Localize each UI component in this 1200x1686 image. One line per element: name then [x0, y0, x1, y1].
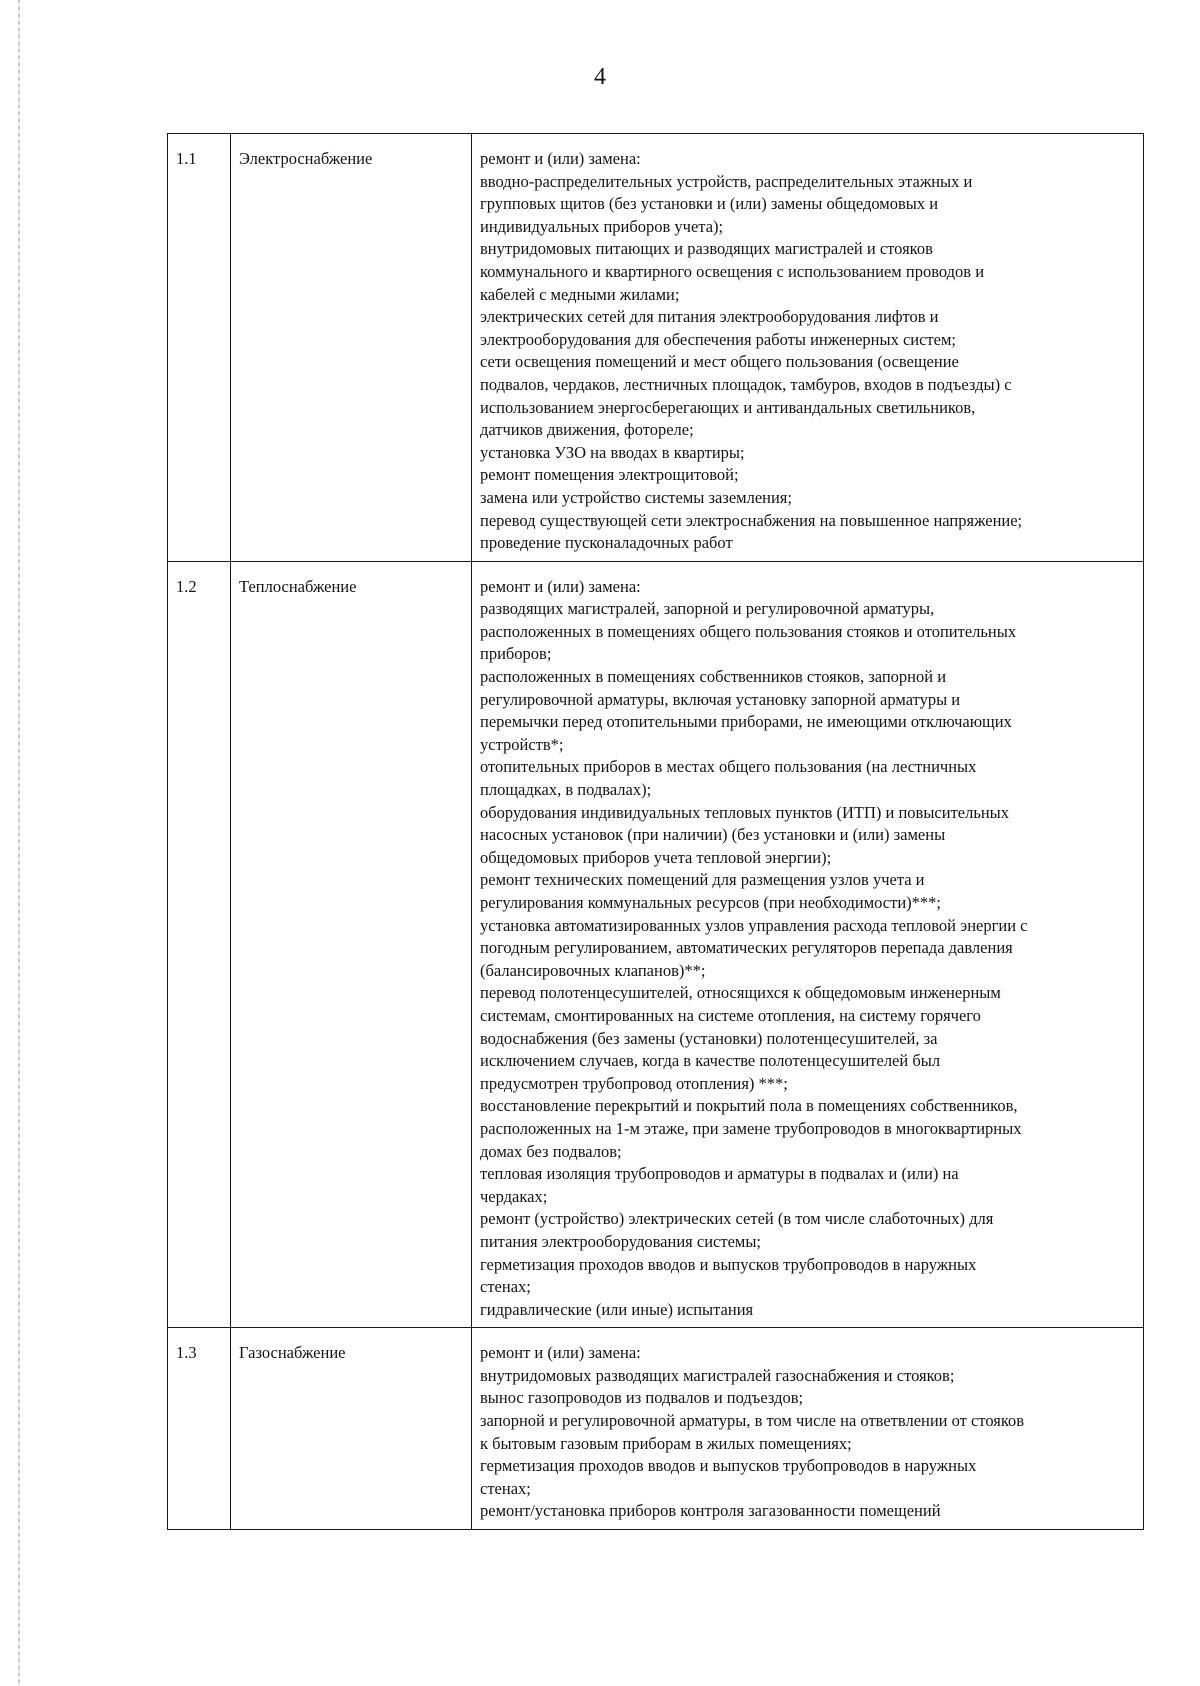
- description-line: ремонт и (или) замена:: [480, 149, 641, 168]
- system-name: Теплоснабжение: [231, 561, 472, 1328]
- description-line: подвалов, чердаков, лестничных площадок, тамбуров, входов в подъезды) с: [480, 374, 1012, 394]
- works-table: [167, 133, 1144, 1530]
- description-line: коммунального и квартирного освещения с использованием проводов и: [480, 261, 985, 281]
- description-line: ремонт/установка приборов контроля загазованности помещений: [480, 1501, 941, 1521]
- description-line: домах без подвалов;: [480, 1141, 622, 1161]
- scan-edge: [18, 0, 20, 1686]
- description-line: использованием энергосберегающих и антивандальных светильников,: [480, 397, 976, 417]
- description-line: погодным регулированием, автоматических регуляторов перепада давления: [480, 938, 1013, 958]
- description-line: установка автоматизированных узлов управления расхода тепловой энергии с: [480, 915, 1028, 935]
- description-line: водоснабжения (без замены (установки) полотенцесушителей, за: [480, 1028, 938, 1048]
- page-number: 4: [594, 64, 606, 90]
- works-description: [472, 1328, 1144, 1530]
- row-number: 1.3: [168, 1328, 231, 1530]
- description-line: исключением случаев, когда в качестве полотенцесушителей был: [480, 1051, 941, 1071]
- description-line: перевод полотенцесушителей, относящихся к общедомовым инженерным: [480, 983, 1001, 1003]
- description-line: расположенных в помещениях собственников стояков, запорной и: [480, 667, 947, 687]
- works-description: [472, 134, 1144, 562]
- table-row: [168, 134, 1144, 562]
- system-name: Электроснабжение: [231, 134, 472, 562]
- description-line: приборов;: [480, 644, 552, 664]
- description-line: расположенных в помещениях общего пользования стояков и отопительных: [480, 621, 1017, 641]
- description-line: гидравлические (или иные) испытания: [480, 1299, 754, 1319]
- description-line: герметизация проходов вводов и выпусков трубопроводов в наружных: [480, 1254, 977, 1274]
- description-line: регулирования коммунальных ресурсов (при необходимости)***;: [480, 893, 941, 912]
- description-line: индивидуальных приборов учета);: [480, 216, 724, 236]
- description-line: установка УЗО на вводах в квартиры;: [480, 442, 745, 462]
- description-line: насосных установок (при наличии) (без установки и (или) замены: [480, 825, 946, 845]
- table-row: [168, 561, 1144, 1328]
- description-line: оборудования индивидуальных тепловых пунктов (ИТП) и повысительных: [480, 802, 1010, 822]
- description-line: разводящих магистралей, запорной и регулировочной арматуры,: [480, 599, 935, 619]
- description-line: внутридомовых питающих и разводящих магистралей и стояков: [480, 239, 933, 259]
- description-line: питания электрооборудования системы;: [480, 1231, 761, 1251]
- description-line: электрооборудования для обеспечения работы инженерных систем;: [480, 329, 956, 349]
- description-line: расположенных на 1-м этаже, при замене трубопроводов в многоквартирных: [480, 1118, 1022, 1138]
- description-line: тепловая изоляция трубопроводов и арматуры в подвалах и (или) на: [480, 1164, 959, 1184]
- description-line: системам, смонтированных на системе отопления, на систему горячего: [480, 1005, 981, 1025]
- description-line: стенах;: [480, 1478, 531, 1498]
- description-line: герметизация проходов вводов и выпусков трубопроводов в наружных: [480, 1456, 977, 1476]
- description-line: ремонт и (или) замена:: [480, 576, 641, 596]
- description-line: кабелей с медными жилами;: [480, 284, 680, 304]
- description-line: групповых щитов (без установки и (или) замены общедомовых и: [480, 194, 939, 214]
- description-line: датчиков движения, фотореле;: [480, 420, 694, 440]
- description-line: отопительных приборов в местах общего пользования (на лестничных: [480, 757, 977, 777]
- description-line: ремонт помещения электрощитовой;: [480, 465, 739, 485]
- works-description: [472, 561, 1144, 1328]
- description-line: запорной и регулировочной арматуры, в том числе на ответвлении от стояков: [480, 1411, 1025, 1431]
- description-line: замена или устройство системы заземления;: [480, 487, 792, 507]
- description-line: перевод существующей сети электроснабжения на повышенное напряжение;: [480, 510, 1023, 530]
- description-line: предусмотрен трубопровод отопления) ***;: [480, 1073, 788, 1093]
- description-line: восстановление перекрытий и покрытий пола в помещениях собственников,: [480, 1096, 1018, 1116]
- row-number: 1.1: [168, 134, 231, 562]
- description-line: (балансировочных клапанов)**;: [480, 960, 706, 980]
- description-line: ремонт (устройство) электрических сетей (в том числе слаботочных) для: [480, 1209, 994, 1229]
- row-number: 1.2: [168, 561, 231, 1328]
- system-name: Газоснабжение: [231, 1328, 472, 1530]
- description-line: стенах;: [480, 1277, 531, 1297]
- description-line: вводно-распределительных устройств, распределительных этажных и: [480, 171, 973, 191]
- description-line: к бытовым газовым приборам в жилых помещениях;: [480, 1433, 852, 1453]
- description-line: чердаках;: [480, 1186, 548, 1206]
- description-line: проведение пусконаладочных работ: [480, 533, 733, 553]
- description-line: внутридомовых разводящих магистралей газоснабжения и стояков;: [480, 1365, 955, 1385]
- description-line: регулировочной арматуры, включая установку запорной арматуры и: [480, 689, 961, 709]
- description-line: устройств*;: [480, 734, 564, 754]
- description-line: вынос газопроводов из подвалов и подъездов;: [480, 1388, 804, 1408]
- description-line: электрических сетей для питания электрооборудования лифтов и: [480, 307, 939, 327]
- description-line: сети освещения помещений и мест общего пользования (освещение: [480, 352, 959, 372]
- description-line: площадках, в подвалах);: [480, 780, 652, 800]
- table-row: [168, 1328, 1144, 1530]
- description-line: общедомовых приборов учета тепловой энергии);: [480, 847, 832, 867]
- description-line: ремонт технических помещений для размещения узлов учета и: [480, 870, 925, 890]
- description-line: ремонт и (или) замена:: [480, 1343, 641, 1363]
- description-line: перемычки перед отопительными приборами, не имеющими отключающих: [480, 712, 1012, 732]
